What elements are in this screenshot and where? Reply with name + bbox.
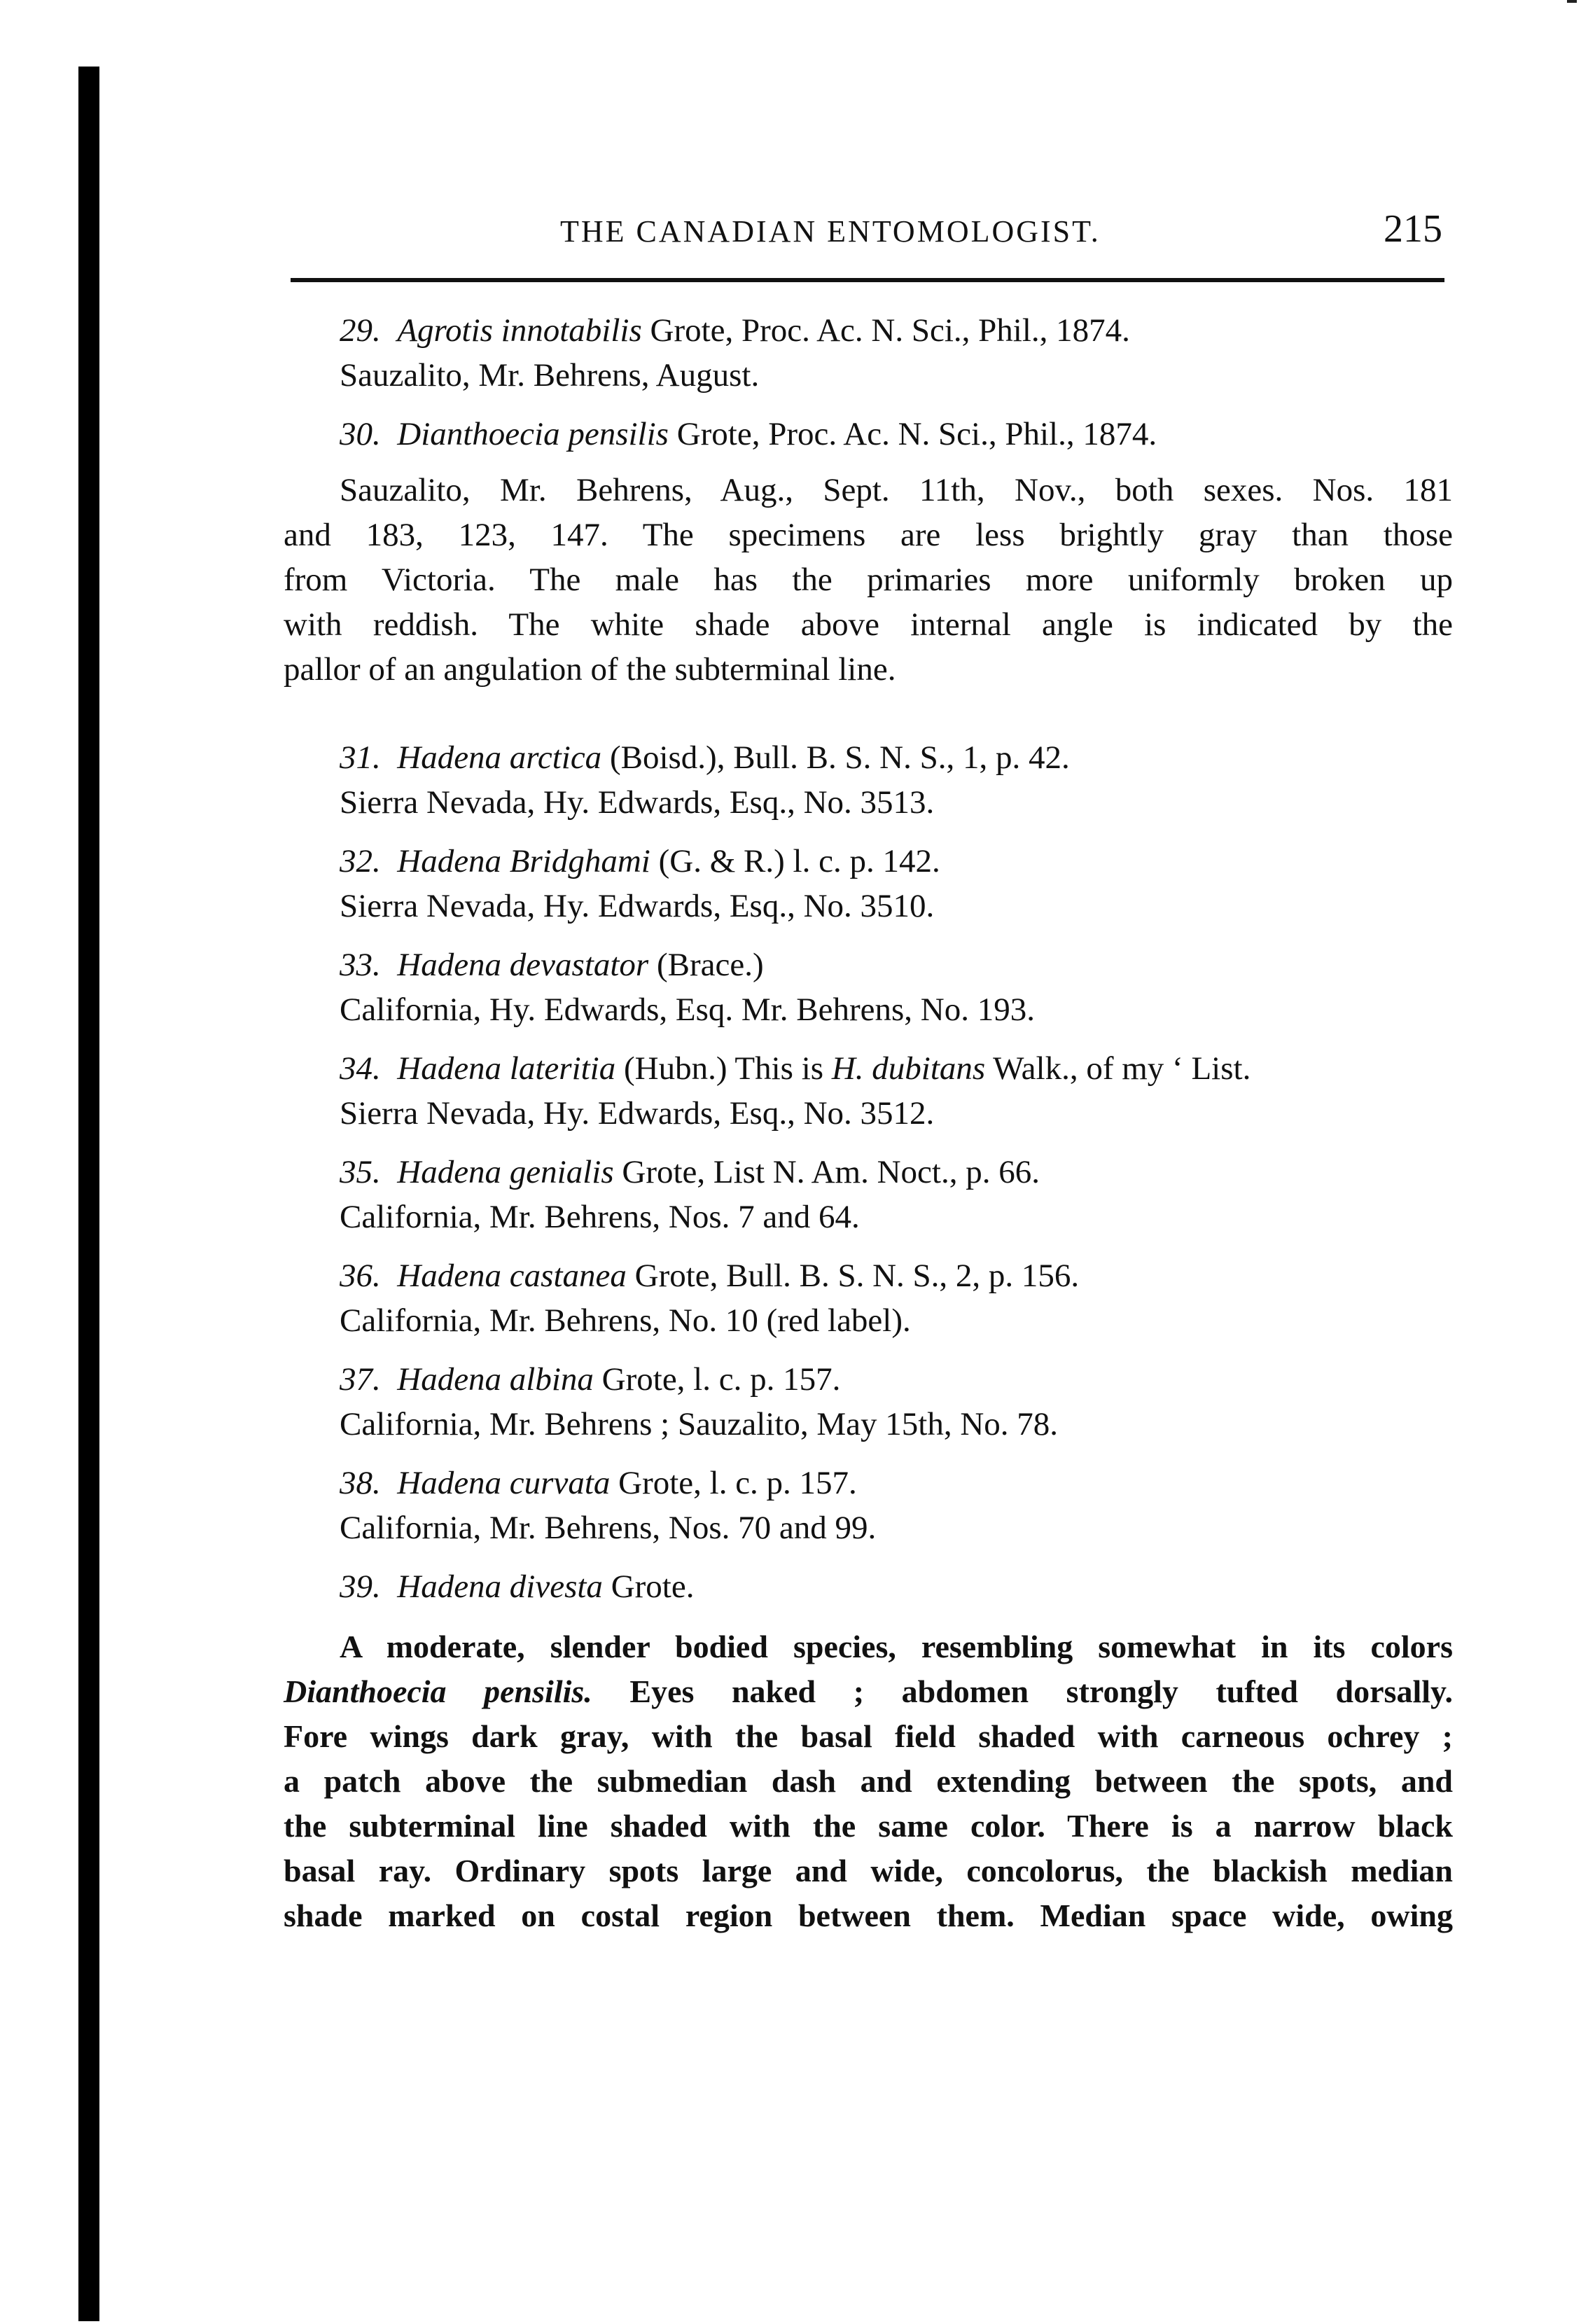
note-line: pallor of an angulation of the subterminal line. <box>284 651 896 688</box>
description-line: A moderate, slender bodied species, resembling somewhat in its colors <box>340 1629 1453 1664</box>
entry-heading <box>340 839 1453 884</box>
species-name: Hadena albina <box>397 1361 594 1398</box>
species-description <box>284 1624 1453 1938</box>
entry-number: 34. <box>340 1050 381 1087</box>
species-entry <box>284 412 1453 692</box>
page-number: 215 <box>1384 207 1442 251</box>
entry-locality: Sierra Nevada, Hy. Edwards, Esq., No. 3513. <box>340 784 935 821</box>
entry-citation: Grote, l. c. p. 157. <box>618 1465 857 1501</box>
species-name: Hadena lateritia <box>397 1050 616 1087</box>
note-line: and 183, 123, 147. The specimens are less brightly gray than those <box>284 517 1453 553</box>
entry-citation: Grote, l. c. p. 157. <box>601 1361 841 1398</box>
entry-citation: Grote, Proc. Ac. N. Sci., Phil., 1874. <box>650 312 1130 349</box>
entry-heading <box>340 1357 1453 1402</box>
species-entry <box>284 1357 1453 1447</box>
species-name: Hadena divesta <box>397 1568 603 1605</box>
entry-locality: California, Mr. Behrens, No. 10 (red label). <box>340 1302 911 1339</box>
species-entry <box>284 735 1453 825</box>
entry-heading <box>340 735 1453 780</box>
entry-citation: Grote, Bull. B. S. N. S., 2, p. 156. <box>634 1258 1080 1294</box>
description-line: the subterminal line shaded with the same color. There is a narrow black <box>284 1808 1453 1844</box>
corner-mark <box>1567 0 1577 3</box>
entry-locality: California, Mr. Behrens ; Sauzalito, May 15th, No. 78. <box>340 1406 1059 1442</box>
note-line: Sauzalito, Mr. Behrens, Aug., Sept. 11th, Nov., both sexes. Nos. 181 <box>340 472 1453 508</box>
entry-number: 33. <box>340 947 381 983</box>
species-name: Hadena devastator <box>397 947 649 983</box>
running-title: THE CANADIAN ENTOMOLOGIST. <box>560 214 1101 249</box>
entry-heading <box>340 1150 1453 1195</box>
note-line: from Victoria. The male has the primaries more uniformly broken up <box>284 562 1453 598</box>
entry-number: 37. <box>340 1361 381 1398</box>
entry-heading <box>340 1253 1453 1298</box>
entry-citation: (Boisd.), Bull. B. S. N. S., 1, p. 42. <box>609 739 1070 776</box>
entry-heading <box>340 1564 1453 1609</box>
species-name: Dianthoecia pensilis <box>397 416 669 452</box>
species-name: Hadena arctica <box>397 739 602 776</box>
entry-number: 38. <box>340 1465 381 1501</box>
species-name: Hadena castanea <box>397 1258 627 1294</box>
entry-locality: California, Mr. Behrens, Nos. 70 and 99. <box>340 1510 877 1546</box>
entry-number: 36. <box>340 1258 381 1294</box>
species-entry <box>284 839 1453 928</box>
entry-locality: Sauzalito, Mr. Behrens, August. <box>340 357 760 394</box>
entry-number: 35. <box>340 1154 381 1190</box>
description-line: a patch above the submedian dash and extending between the spots, and <box>284 1763 1453 1799</box>
species-entry <box>284 1564 1453 1609</box>
description-line: shade marked on costal region between them. Median space wide, owing <box>284 1898 1453 1933</box>
entry-heading <box>340 308 1453 353</box>
entry-locality: Sierra Nevada, Hy. Edwards, Esq., No. 3510. <box>340 888 935 924</box>
species-name: Hadena genialis <box>397 1154 614 1190</box>
entry-heading <box>340 942 1453 987</box>
species-name: Hadena curvata <box>397 1465 611 1501</box>
species-entry <box>284 1253 1453 1343</box>
entry-citation-tail: Walk., of my ‘ List. <box>985 1050 1251 1087</box>
entry-number: 29. <box>340 312 381 349</box>
description-line: Fore wings dark gray, with the basal field shaded with carneous ochrey ; <box>284 1718 1453 1754</box>
description-line <box>284 1669 1453 1714</box>
entry-citation: Grote. <box>611 1568 695 1605</box>
entry-number: 39. <box>340 1568 381 1605</box>
description-line: basal ray. Ordinary spots large and wide, concolorus, the blackish median <box>284 1853 1453 1888</box>
entry-heading <box>340 1461 1453 1505</box>
entry-number: 31. <box>340 739 381 776</box>
entry-locality: California, Mr. Behrens, Nos. 7 and 64. <box>340 1199 860 1235</box>
entry-heading <box>340 1046 1453 1091</box>
species-entry <box>284 1150 1453 1239</box>
species-entry <box>284 942 1453 1032</box>
species-name: Hadena Bridghami <box>397 843 650 879</box>
page-header <box>280 207 1442 263</box>
entry-heading <box>340 412 1453 457</box>
entry-number: 30. <box>340 416 381 452</box>
binding-edge-bar <box>78 67 99 2321</box>
synonym-name: H. dubitans <box>831 1050 986 1087</box>
entry-citation: (Hubn.) This is <box>624 1050 832 1087</box>
note-line: with reddish. The white shade above internal angle is indicated by the <box>284 606 1453 643</box>
page-content <box>284 308 1453 1938</box>
species-name: Agrotis innotabilis <box>397 312 642 349</box>
entry-locality: California, Hy. Edwards, Esq. Mr. Behrens, No. 193. <box>340 991 1035 1028</box>
description-text: Eyes naked ; abdomen strongly tufted dorsally. <box>592 1674 1453 1709</box>
entry-note <box>284 468 1453 692</box>
header-rule <box>291 278 1444 282</box>
entry-citation: (G. & R.) l. c. p. 142. <box>658 843 940 879</box>
entry-citation: (Brace.) <box>656 947 764 983</box>
entry-number: 32. <box>340 843 381 879</box>
entry-citation: Grote, Proc. Ac. N. Sci., Phil., 1874. <box>676 416 1157 452</box>
species-entry <box>284 308 1453 398</box>
entry-locality: Sierra Nevada, Hy. Edwards, Esq., No. 3512. <box>340 1095 935 1132</box>
species-entry <box>284 1461 1453 1550</box>
species-entry <box>284 1046 1453 1136</box>
species-name-inline: Dianthoecia pensilis. <box>284 1674 592 1709</box>
entry-citation: Grote, List N. Am. Noct., p. 66. <box>622 1154 1040 1190</box>
